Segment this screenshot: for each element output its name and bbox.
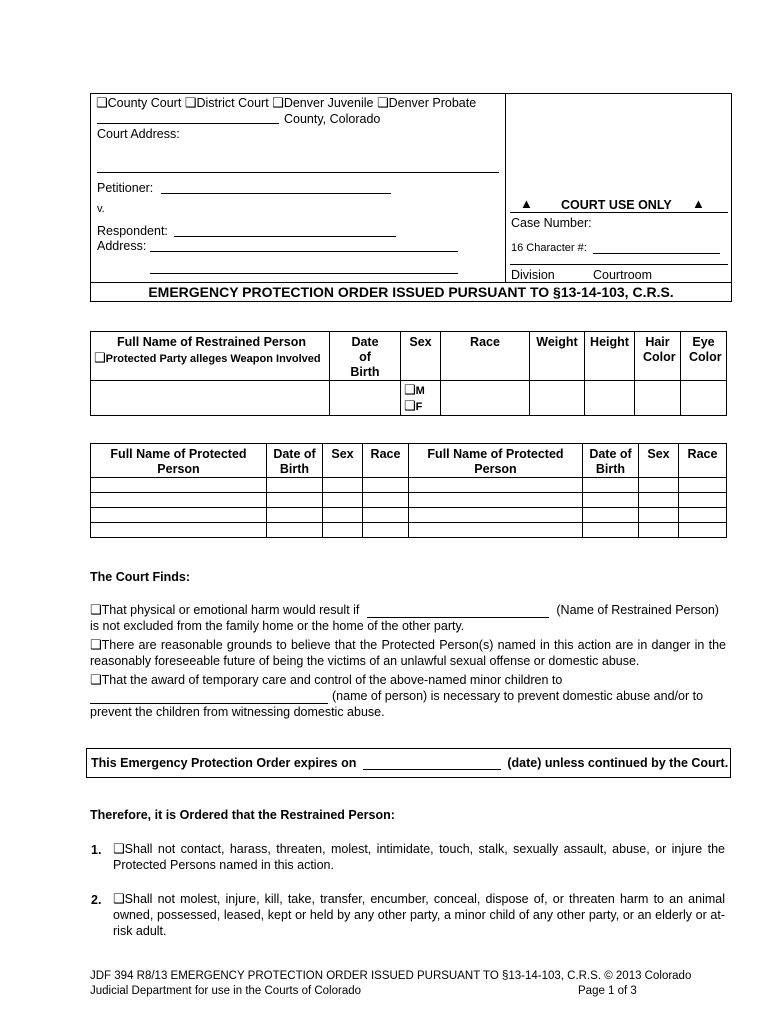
order-2 bbox=[113, 891, 725, 939]
protected-race-header-2: Race bbox=[679, 444, 727, 478]
protected-persons-table bbox=[90, 443, 727, 538]
address-line-1[interactable] bbox=[150, 251, 458, 252]
order-1 bbox=[113, 841, 725, 873]
versus-label: v. bbox=[97, 203, 105, 215]
sex-m-option[interactable]: ❑M bbox=[404, 383, 425, 398]
restrained-height-header: Height bbox=[585, 332, 635, 381]
caption-box bbox=[90, 93, 732, 283]
footer-dept-line: Judicial Department for use in the Courts of Colorado bbox=[90, 985, 362, 997]
restrained-dob-header: Date of Birth bbox=[330, 332, 401, 381]
restrained-sex-header: Sex bbox=[401, 332, 441, 381]
page-title: EMERGENCY PROTECTION ORDER ISSUED PURSUANT TO §13-14-103, C.R.S. bbox=[148, 284, 674, 300]
order-1-checkbox[interactable]: ❑ bbox=[113, 842, 125, 857]
order-1-text: Shall not contact, harass, threaten, molest, intimidate, touch, stalk, sexually assault, abuse, or injure the Protected Persons named in this action. bbox=[113, 842, 725, 872]
weapon-involved-checkbox[interactable]: ❑ bbox=[94, 351, 106, 366]
county-court-checkbox[interactable]: ❑ bbox=[96, 96, 108, 111]
petitioner-line[interactable] bbox=[161, 193, 391, 194]
division-divider bbox=[510, 264, 728, 265]
court-use-divider bbox=[510, 212, 728, 213]
order-1-number: 1. bbox=[91, 843, 102, 857]
sex-f-label: F bbox=[415, 401, 423, 413]
address-line-2[interactable] bbox=[150, 273, 458, 274]
protected-dob-header-1: Date of Birth bbox=[267, 444, 323, 478]
denver-probate-label: Denver Probate bbox=[388, 96, 477, 110]
table-row bbox=[91, 478, 727, 493]
expiry-row bbox=[91, 756, 728, 770]
address-label: Address: bbox=[97, 239, 147, 253]
restrained-weight-cell[interactable] bbox=[530, 381, 585, 416]
restrained-name-header-label: Full Name of Restrained Person bbox=[117, 335, 306, 349]
protected-name-header-1: Full Name of Protected Person bbox=[91, 444, 267, 478]
table-row bbox=[91, 508, 727, 523]
finding-3-checkbox[interactable]: ❑ bbox=[90, 673, 102, 688]
footer-form-line: JDF 394 R8/13 EMERGENCY PROTECTION ORDER ISSUED PURSUANT TO §13-14-103, C.R.S. © 2013 Colorado bbox=[90, 970, 692, 982]
court-use-only-label: COURT USE ONLY bbox=[561, 198, 672, 212]
protected-dob-header-2: Date of Birth bbox=[583, 444, 639, 478]
county-line[interactable] bbox=[97, 123, 279, 124]
finding-2-checkbox[interactable]: ❑ bbox=[90, 638, 102, 653]
courtroom-label: Courtroom bbox=[593, 268, 653, 282]
court-address-line[interactable] bbox=[97, 172, 499, 173]
weapon-involved-label: Protected Party alleges Weapon Involved bbox=[105, 353, 321, 365]
restrained-sex-cell bbox=[401, 381, 441, 416]
denver-juvenile-label: Denver Juvenile bbox=[283, 96, 374, 110]
char16-line[interactable] bbox=[593, 253, 720, 254]
restrained-person-table bbox=[90, 331, 727, 416]
district-court-checkbox[interactable]: ❑ bbox=[184, 96, 197, 111]
county-court-label: County Court bbox=[107, 96, 182, 110]
restrained-hair-header: Hair Color bbox=[635, 332, 681, 381]
expiry-suffix: (date) unless continued by the Court. bbox=[507, 756, 729, 770]
finding-1-text-c: is not excluded from the family home or the home of the other party. bbox=[90, 619, 465, 633]
caption-divider bbox=[505, 93, 506, 283]
table-row bbox=[91, 493, 727, 508]
sex-m-label: M bbox=[415, 385, 425, 397]
restrained-race-cell[interactable] bbox=[441, 381, 530, 416]
order-2-text: Shall not molest, injure, kill, take, transfer, encumber, conceal, dispose of, or threaten harm to an animal owned, possessed, leased, kept or held by any other party, a minor child of any other party, or an elderly or at-risk adult. bbox=[113, 892, 725, 938]
restrained-name-line[interactable] bbox=[367, 605, 549, 618]
protected-name-header-2: Full Name of Protected Person bbox=[409, 444, 583, 478]
weapon-involved-row bbox=[94, 352, 329, 366]
table-row bbox=[91, 523, 727, 538]
restrained-dob-cell[interactable] bbox=[330, 381, 401, 416]
orders-heading: Therefore, it is Ordered that the Restrained Person: bbox=[90, 808, 395, 822]
finding-3 bbox=[90, 672, 726, 720]
expiry-prefix: This Emergency Protection Order expires on bbox=[91, 756, 357, 770]
county-colorado-label: County, Colorado bbox=[284, 112, 381, 126]
finding-1 bbox=[90, 602, 726, 634]
order-2-checkbox[interactable]: ❑ bbox=[113, 892, 125, 907]
finding-3-text-a: That the award of temporary care and control of the above-named minor children to bbox=[101, 673, 563, 687]
restrained-name-cell[interactable] bbox=[91, 381, 330, 416]
sex-f-option[interactable]: ❑F bbox=[404, 399, 423, 414]
expiry-date-line[interactable] bbox=[363, 757, 501, 770]
restrained-hair-cell[interactable] bbox=[635, 381, 681, 416]
restrained-eye-cell[interactable] bbox=[681, 381, 727, 416]
footer-page-number: Page 1 of 3 bbox=[578, 985, 637, 997]
restrained-name-header bbox=[91, 332, 330, 381]
restrained-race-header: Race bbox=[441, 332, 530, 381]
respondent-label: Respondent: bbox=[97, 224, 168, 238]
finding-1-text-b: (Name of Restrained Person) bbox=[556, 603, 719, 617]
respondent-line[interactable] bbox=[174, 236, 396, 237]
finding-1-checkbox[interactable]: ❑ bbox=[90, 603, 102, 618]
case-number-label: Case Number: bbox=[511, 216, 592, 230]
court-type-row bbox=[96, 96, 476, 110]
protected-race-header-1: Race bbox=[363, 444, 409, 478]
district-court-label: District Court bbox=[196, 96, 269, 110]
protected-sex-header-2: Sex bbox=[639, 444, 679, 478]
findings-heading: The Court Finds: bbox=[90, 570, 190, 584]
restrained-weight-header: Weight bbox=[530, 332, 585, 381]
char16-label: 16 Character #: bbox=[511, 242, 587, 254]
order-2-number: 2. bbox=[91, 893, 102, 907]
finding-2 bbox=[90, 637, 726, 669]
petitioner-label: Petitioner: bbox=[97, 181, 154, 195]
protected-sex-header-1: Sex bbox=[323, 444, 363, 478]
finding-3-text-c: prevent the children from witnessing domestic abuse. bbox=[90, 705, 385, 719]
denver-probate-checkbox[interactable]: ❑ bbox=[376, 96, 389, 111]
up-arrow-icon-left: ▲ bbox=[520, 196, 533, 211]
restrained-eye-header: Eye Color bbox=[681, 332, 727, 381]
denver-juvenile-checkbox[interactable]: ❑ bbox=[272, 96, 284, 111]
care-person-line[interactable] bbox=[90, 691, 328, 704]
court-address-label: Court Address: bbox=[97, 127, 180, 141]
finding-2-text: There are reasonable grounds to believe that the Protected Person(s) named in this action are in danger in the reasonably foreseeable future of being the victims of an unlawful sexual offense or domestic abuse. bbox=[90, 638, 726, 668]
finding-3-text-b: (name of person) is necessary to prevent domestic abuse and/or to bbox=[332, 689, 704, 703]
finding-1-text-a: That physical or emotional harm would result if bbox=[101, 603, 360, 617]
division-label: Division bbox=[511, 268, 555, 282]
restrained-height-cell[interactable] bbox=[585, 381, 635, 416]
up-arrow-icon-right: ▲ bbox=[692, 196, 705, 211]
